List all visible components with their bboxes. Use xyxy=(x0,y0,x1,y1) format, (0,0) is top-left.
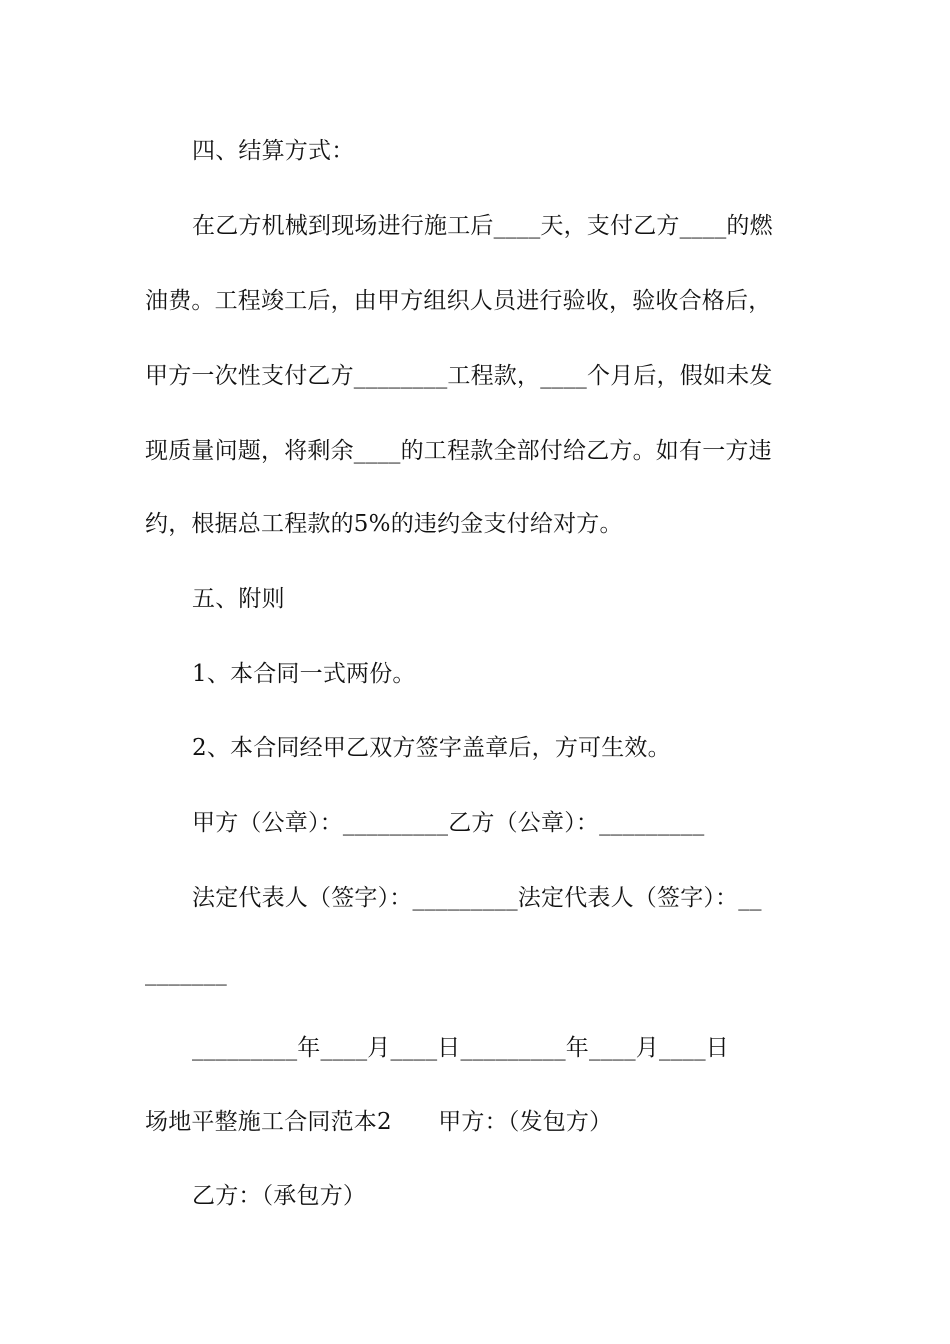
party-b-line: 乙方：（承包方） xyxy=(192,1183,367,1209)
clause-line: 1、本合同一式两份。 xyxy=(192,661,416,687)
paragraph-line: 油费。工程竣工后，由甲方组织人员进行验收，验收合格后， xyxy=(145,288,772,314)
clause-line: 2、本合同经甲乙双方签字盖章后，方可生效。 xyxy=(192,735,671,761)
signature-date-line: _________年____月____日_________年____月____日 xyxy=(192,1035,729,1061)
section-heading-appendix: 五、附则 xyxy=(192,586,285,612)
paragraph-line: 甲方一次性支付乙方________工程款，____个月后，假如未发 xyxy=(145,363,773,389)
paragraph-line: 在乙方机械到现场进行施工后____天，支付乙方____的燃 xyxy=(192,213,773,239)
signature-seal-line: 甲方（公章）：_________乙方（公章）：_________ xyxy=(192,810,705,836)
contract-title-line: 场地平整施工合同范本2 甲方：（发包方） xyxy=(145,1109,613,1135)
section-heading-settlement: 四、结算方式： xyxy=(192,138,355,164)
paragraph-line: 约，根据总工程款的5%的违约金支付给对方。 xyxy=(145,511,623,537)
paragraph-line: 现质量问题，将剩余____的工程款全部付给乙方。如有一方违 xyxy=(145,438,772,464)
signature-representative-line: 法定代表人（签字）：_________法定代表人（签字）：__ xyxy=(192,885,762,911)
signature-continuation-line: _______ xyxy=(145,960,227,986)
